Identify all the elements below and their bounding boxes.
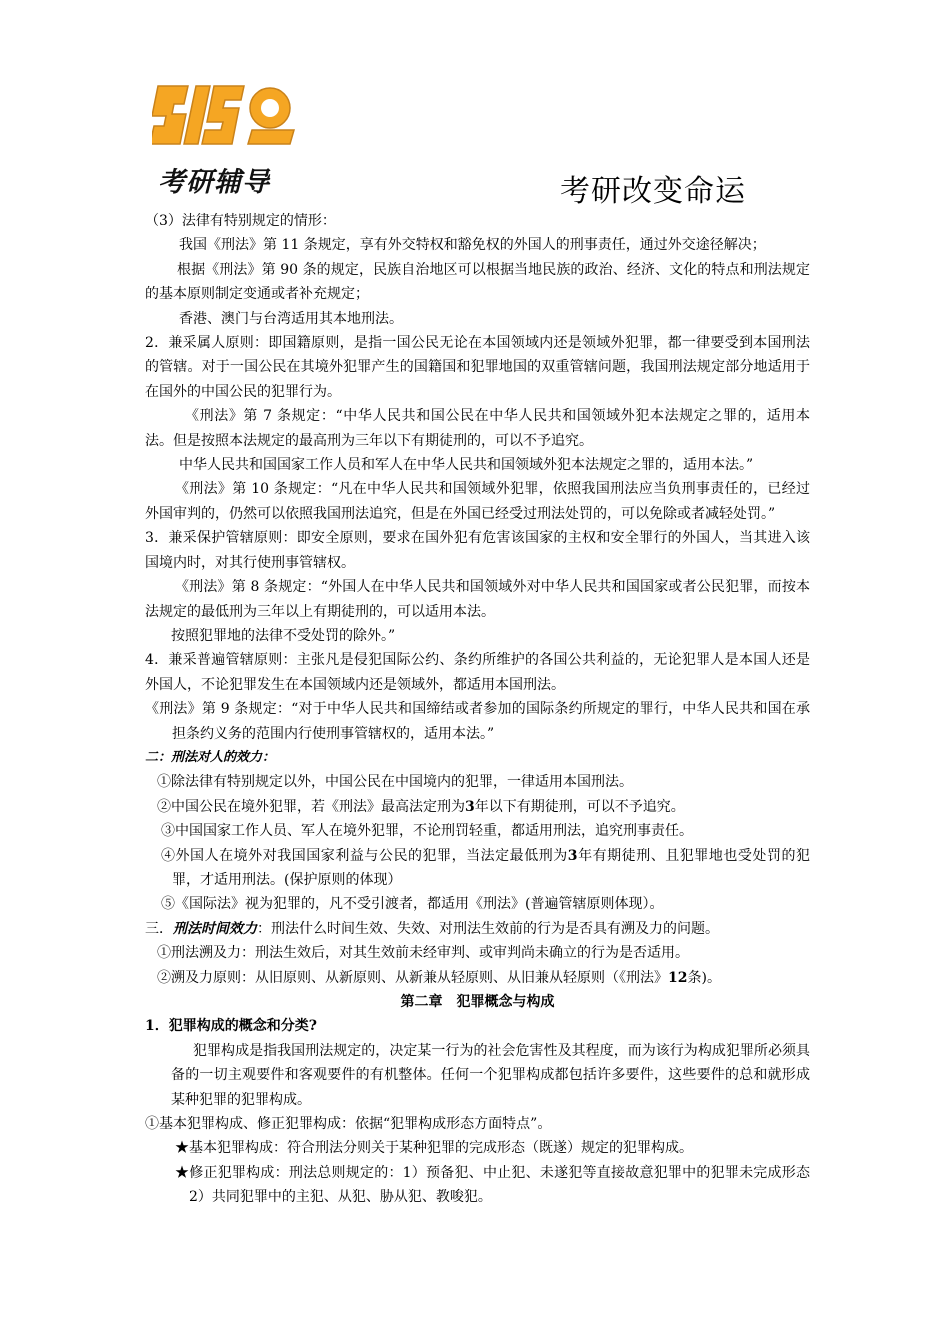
paragraph: 《刑法》第 9 条规定：“对于中华人民共和国缔结或者参加的国际条约所规定的罪行，中华人民共和国在承担条约义务的范围内行使刑事管辖权的，适用本法。” (145, 701, 810, 742)
paragraph: 香港、澳门与台湾适用其本地刑法。 (179, 310, 403, 327)
section-heading: 二：刑法对人的效力： (145, 749, 276, 765)
paragraph: 中华人民共和国国家工作人员和军人在中华人民共和国领域外犯本法规定之罪的，适用本法。” (179, 457, 754, 474)
document-body (145, 209, 810, 1210)
kaicheng-logo (152, 78, 302, 198)
paragraph: 犯罪构成是指我国刑法规定的，决定某一行为的社会危害性及其程度，而为该行为构成犯罪所必须具备的一切主观要件和客观要件的有机整体。任何一个犯罪构成都包括许多要件，这些要件的总和就形成某种犯罪的犯罪构成。 (171, 1042, 810, 1108)
logo-subtitle: 考研辅导 (158, 167, 270, 198)
list-item: ②溯及力原则：从旧原则、从新原则、从新兼从轻原则、从旧兼从轻原则（《刑法》12条)。 (157, 969, 721, 986)
question-heading: 1．犯罪构成的概念和分类? (145, 1018, 317, 1035)
chapter-title: 第二章 犯罪概念与构成 (400, 994, 555, 1010)
list-item: ④外国人在境外对我国国家利益与公民的犯罪，当法定最低刑为3年有期徒刑、且犯罪地也受处罚的犯罪，才适用刑法。(保护原则的体现） (161, 847, 811, 888)
paragraph: 根据《刑法》第 90 条的规定，民族自治地区可以根据当地民族的政治、经济、文化的特点和刑法规定的基本原则制定变通或者补充规定； (145, 261, 810, 303)
paragraph: 2．兼采属人原则：即国籍原则，是指一国公民无论在本国领域内还是领域外犯罪，都一律要受到本国刑法的管辖。对于一国公民在其境外犯罪产生的国籍国和犯罪地国的双重管辖问题，我国刑法规定部分地适用于在国外的中国公民的犯罪行为。 (145, 335, 810, 400)
paragraph: 3．兼采保护管辖原则：即安全原则，要求在国外犯有危害该国家的主权和安全罪行的外国人，当其进入该国境内时，对其行使刑事管辖权。 (145, 530, 810, 571)
paragraph: 《刑法》第 7 条规定：“中华人民共和国公民在中华人民共和国领域外犯本法规定之罪的，适用本法。但是按照本法规定的最高刑为三年以下有期徒刑的，可以不予追究。 (145, 408, 810, 449)
paragraph: ①基本犯罪构成、修正犯罪构成：依据“犯罪构成形态方面特点”。 (145, 1116, 552, 1133)
list-item: ③中国国家工作人员、军人在境外犯罪，不论刑罚轻重，都适用刑法，追究刑事责任。 (161, 823, 693, 840)
list-item: ★基本犯罪构成：符合刑法分则关于某种犯罪的完成形态（既遂）规定的犯罪构成。 (175, 1140, 693, 1157)
slogan: 考研改变命运 (560, 174, 746, 209)
paragraph: 《刑法》第 10 条规定：“凡在中华人民共和国领域外犯罪，依照我国刑法应当负刑事责任的，已经过外国审判的，仍然可以依照我国刑法追究，但是在外国已经受过刑法处罚的，可以免除或者减轻处罚。” (145, 481, 810, 522)
list-item: ⑤《国际法》视为犯罪的，凡不受引渡者，都适用《刑法》(普遍管辖原则体现）。 (161, 896, 664, 913)
paragraph: 我国《刑法》第 11 条规定，享有外交特权和豁免权的外国人的刑事责任，通过外交途径解决； (179, 237, 766, 254)
paragraph: 4．兼采普遍管辖原则：主张凡是侵犯国际公约、条约所维护的各国公共利益的，无论犯罪人是本国人还是外国人，不论犯罪发生在本国领域内还是领域外，都适用本国刑法。 (145, 652, 810, 693)
kaicheng-logo-mark (152, 78, 302, 156)
paragraph: 按照犯罪地的法律不受处罚的除外。” (171, 627, 396, 644)
list-item: ①刑法溯及力：刑法生效后，对其生效前未经审判、或审判尚未确立的行为是否适用。 (157, 945, 689, 962)
paragraph: （3）法律有特别规定的情形： (145, 213, 336, 229)
list-item: ★修正犯罪构成：刑法总则规定的：1）预备犯、中止犯、未遂犯等直接故意犯罪中的犯罪未完成形态 2）共同犯罪中的主犯、从犯、胁从犯、教唆犯。 (175, 1164, 810, 1206)
list-item: ①除法律有特别规定以外，中国公民在中国境内的犯罪，一律适用本国刑法。 (157, 774, 633, 791)
list-item: ②中国公民在境外犯罪，若《刑法》最高法定刑为3年以下有期徒刑，可以不予追究。 (157, 798, 685, 815)
paragraph: 《刑法》第 8 条规定：“外国人在中华人民共和国领域外对中华人民共和国国家或者公民犯罪，而按本法规定的最低刑为三年以上有期徒刑的，可以适用本法。 (145, 579, 810, 620)
section-heading: 三．刑法时间效力：刑法什么时间生效、失效、对刑法生效前的行为是否具有溯及力的问题。 (145, 920, 719, 937)
